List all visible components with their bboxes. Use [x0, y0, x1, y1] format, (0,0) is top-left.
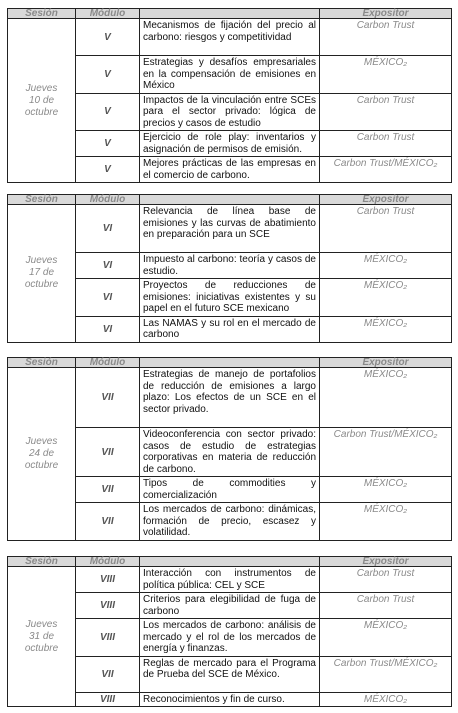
- expositor-cell: MÉXICO₂: [320, 477, 452, 503]
- header-activity: [140, 195, 320, 205]
- table-row: [8, 368, 452, 428]
- module-cell: VIII: [76, 567, 140, 593]
- table-header: [8, 195, 452, 205]
- activity-cell: Criterios para elegibilidad de fuga de carbono: [140, 593, 320, 619]
- table-row: [8, 19, 452, 56]
- activity-cell: Relevancia de línea base de emisiones y las curvas de abatimiento en preparación para un SCE: [140, 205, 320, 253]
- module-cell: VII: [76, 428, 140, 477]
- session-day: Jueves: [25, 255, 58, 267]
- expositor-cell: Carbon Trust: [320, 131, 452, 157]
- expositor-cell: MÉXICO₂: [320, 503, 452, 541]
- header-activity: [140, 358, 320, 368]
- header-session: Sesión: [8, 195, 76, 205]
- expositor-cell: Carbon Trust: [320, 19, 452, 56]
- module-cell: VII: [76, 477, 140, 503]
- expositor-cell: Carbon Trust/MÉXICO₂: [320, 656, 452, 692]
- session-number: 17 de: [28, 267, 55, 279]
- activity-cell: Ejercicio de role play: inventarios y asignación de permisos de emisión.: [140, 131, 320, 157]
- activity-cell: Las NAMAS y su rol en el mercado de carbono: [140, 316, 320, 342]
- module-cell: VI: [76, 279, 140, 317]
- module-cell: V: [76, 157, 140, 183]
- session-month: octubre: [24, 279, 59, 291]
- module-cell: VIII: [76, 593, 140, 619]
- expositor-cell: MÉXICO₂: [320, 368, 452, 428]
- header-session: Sesión: [8, 9, 76, 19]
- expositor-cell: MÉXICO₂: [320, 253, 452, 279]
- activity-cell: Los mercados de carbono: dinámicas, formación de precio, escasez y volatilidad.: [140, 503, 320, 541]
- header-expositor: Expositor: [320, 9, 452, 19]
- activity-cell: Estrategias y desafíos empresariales en la compensación de emisiones en México: [140, 56, 320, 94]
- expositor-cell: MÉXICO₂: [320, 619, 452, 657]
- module-cell: VIII: [76, 619, 140, 657]
- expositor-cell: Carbon Trust: [320, 567, 452, 593]
- activity-cell: Reglas de mercado para el Programa de Prueba del SCE de México.: [140, 656, 320, 692]
- activity-cell: Impactos de la vinculación entre SCEs para el sector privado: lógica de precios y casos de estudio: [140, 93, 320, 131]
- session-number: 24 de: [28, 447, 55, 459]
- module-cell: VII: [76, 368, 140, 428]
- activity-cell: Reconocimientos y fin de curso.: [140, 692, 320, 707]
- session-date: [8, 368, 76, 541]
- table-header: [8, 9, 452, 19]
- table-row: [8, 205, 452, 253]
- expositor-cell: MÉXICO₂: [320, 279, 452, 317]
- expositor-cell: MÉXICO₂: [320, 692, 452, 707]
- schedule-table-1: [7, 8, 452, 183]
- header-expositor: Expositor: [320, 557, 452, 567]
- schedule-table-4: [7, 556, 452, 707]
- module-cell: VI: [76, 253, 140, 279]
- activity-cell: Proyectos de reducciones de emisiones: iniciativas existentes y su papel en el futuro SCE mexicano: [140, 279, 320, 317]
- module-cell: V: [76, 131, 140, 157]
- activity-cell: Interacción con instrumentos de política pública: CEL y SCE: [140, 567, 320, 593]
- header-expositor: Expositor: [320, 358, 452, 368]
- session-month: octubre: [24, 106, 59, 118]
- activity-cell: Los mercados de carbono: análisis de mercado y el rol de los mercados de energía y finanzas.: [140, 619, 320, 657]
- header-expositor: Expositor: [320, 195, 452, 205]
- module-cell: VII: [76, 503, 140, 541]
- session-day: Jueves: [25, 435, 58, 447]
- schedule-table-2: [7, 194, 452, 343]
- session-month: octubre: [24, 642, 59, 654]
- session-date: [8, 567, 76, 707]
- activity-cell: Videoconferencia con sector privado: casos de estudio de estrategias corporativas en materia de reducción de carbono.: [140, 428, 320, 477]
- session-day: Jueves: [25, 618, 58, 630]
- activity-cell: Estrategias de manejo de portafolios de reducción de emisiones a largo plazo: Los efectos de un SCE en el sector privado.: [140, 368, 320, 428]
- activity-cell: Impuesto al carbono: teoría y casos de estudio.: [140, 253, 320, 279]
- module-cell: VIII: [76, 692, 140, 707]
- expositor-cell: Carbon Trust: [320, 593, 452, 619]
- activity-cell: Mecanismos de fijación del precio al carbono: riesgos y competitividad: [140, 19, 320, 56]
- module-cell: VI: [76, 205, 140, 253]
- module-cell: VII: [76, 656, 140, 692]
- table-row: [8, 567, 452, 593]
- module-cell: V: [76, 19, 140, 56]
- session-number: 31 de: [28, 630, 55, 642]
- module-cell: V: [76, 93, 140, 131]
- header-module: Módulo: [76, 195, 140, 205]
- schedule-table-3: [7, 357, 452, 541]
- header-session: Sesión: [8, 557, 76, 567]
- header-session: Sesión: [8, 358, 76, 368]
- table-header: [8, 358, 452, 368]
- session-number: 10 de: [28, 94, 55, 106]
- expositor-cell: Carbon Trust: [320, 93, 452, 131]
- header-activity: [140, 557, 320, 567]
- module-cell: V: [76, 56, 140, 94]
- activity-cell: Tipos de commodities y comercialización: [140, 477, 320, 503]
- session-day: Jueves: [25, 82, 58, 94]
- table-header: [8, 557, 452, 567]
- expositor-cell: Carbon Trust/MÉXICO₂: [320, 428, 452, 477]
- header-module: Módulo: [76, 557, 140, 567]
- header-activity: [140, 9, 320, 19]
- session-month: octubre: [24, 459, 59, 471]
- header-module: Módulo: [76, 358, 140, 368]
- activity-cell: Mejores prácticas de las empresas en el comercio de carbono.: [140, 157, 320, 183]
- session-date: [8, 205, 76, 343]
- module-cell: VI: [76, 316, 140, 342]
- session-date: [8, 19, 76, 183]
- expositor-cell: Carbon Trust/MÉXICO₂: [320, 157, 452, 183]
- header-module: Módulo: [76, 9, 140, 19]
- expositor-cell: MÉXICO₂: [320, 316, 452, 342]
- expositor-cell: Carbon Trust: [320, 205, 452, 253]
- expositor-cell: MÉXICO₂: [320, 56, 452, 94]
